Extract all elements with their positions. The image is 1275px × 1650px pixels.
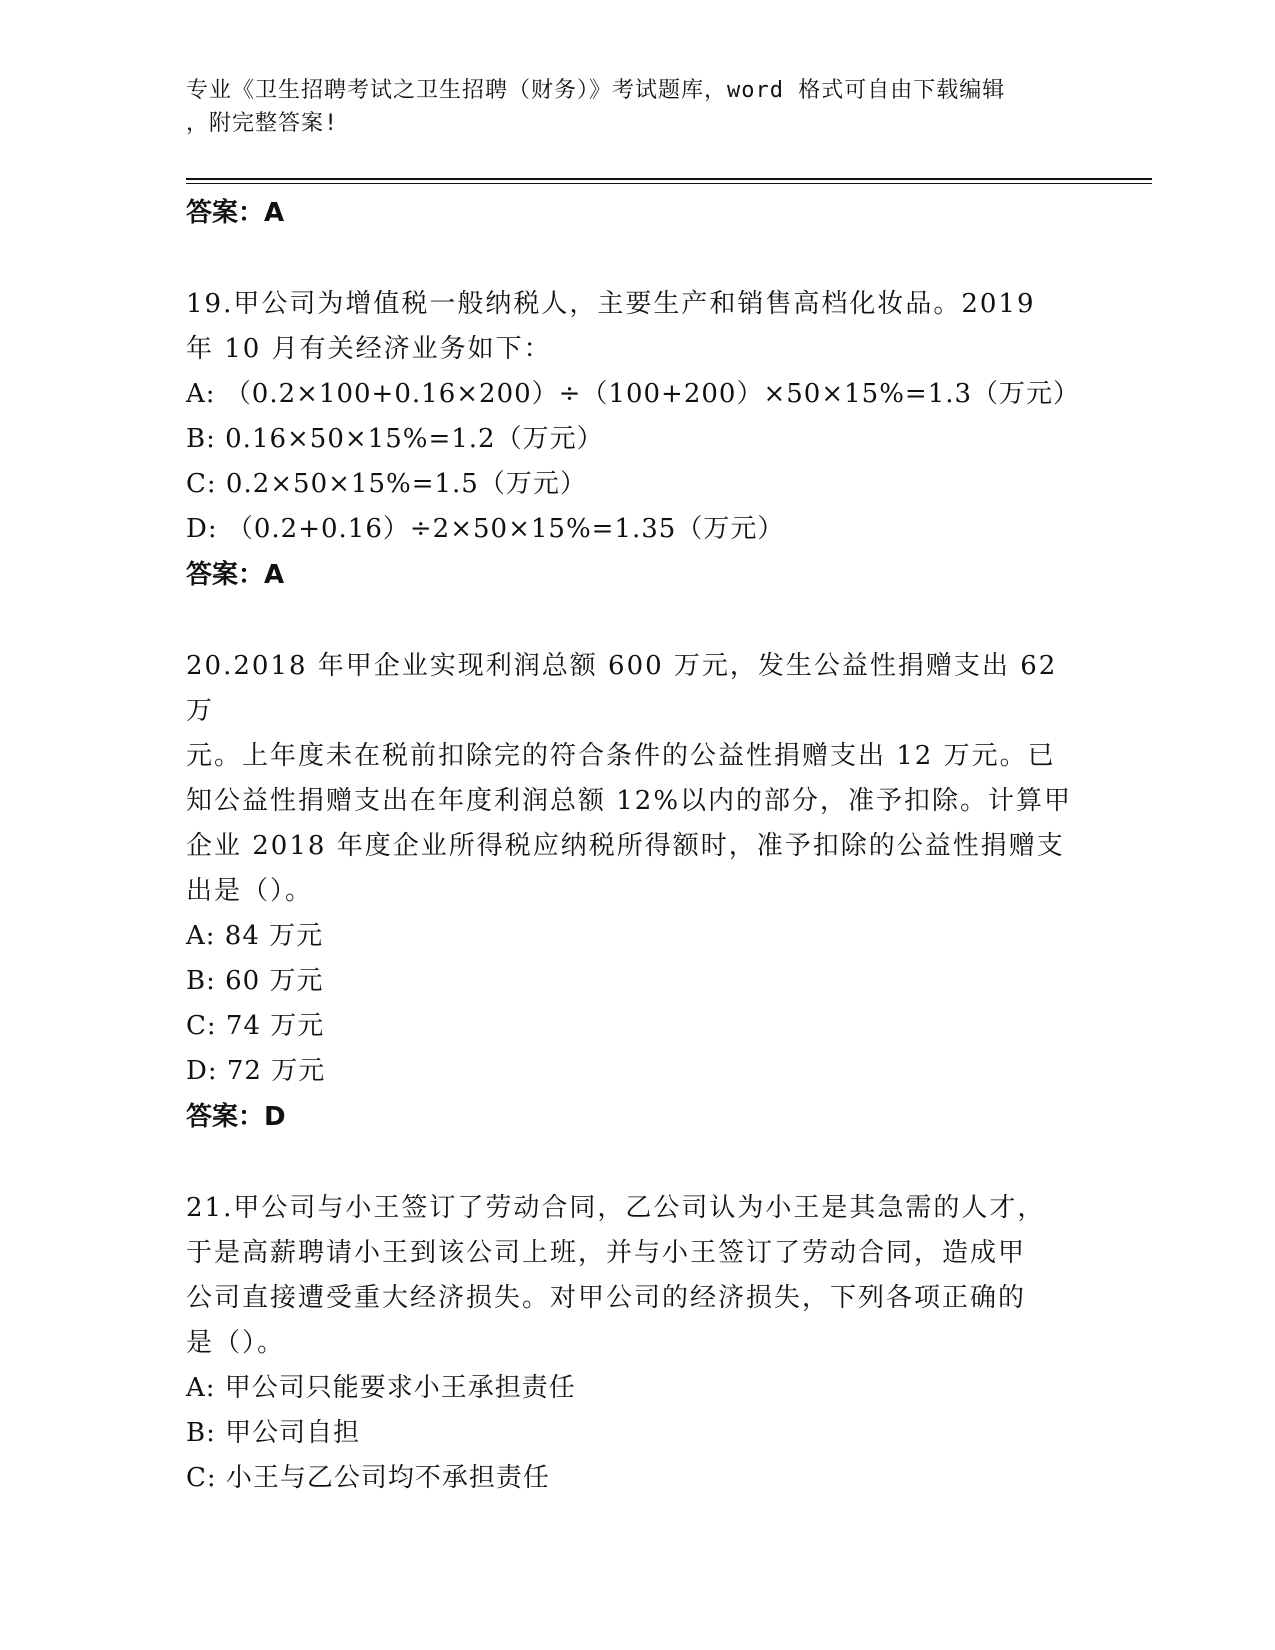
header-line-1: 专业《卫生招聘考试之卫生招聘（财务）》考试题库，word 格式可自由下载编辑: [186, 78, 1006, 103]
question-19: [186, 282, 1086, 598]
question-21-line-2: 于是高薪聘请小王到该公司上班，并与小王签订了劳动合同，造成甲: [186, 1238, 1027, 1268]
question-20-option-b: B: 60 万元: [186, 966, 324, 996]
question-21-option-b: B: 甲公司自担: [186, 1418, 361, 1448]
question-20-option-a: A: 84 万元: [186, 921, 324, 951]
question-20-line-1: 20.2018 年甲企业实现利润总额 600 万元，发生公益性捐赠支出 62 万: [186, 651, 1058, 726]
header-rule-thick: [186, 178, 1152, 180]
header-rule-thin: [186, 183, 1152, 184]
header-line-2: ，附完整答案!: [186, 111, 339, 136]
question-21: [186, 1186, 1086, 1501]
question-20-line-5: 出是（）。: [186, 876, 314, 906]
question-20-line-3: 知公益性捐赠支出在年度利润总额 12%以内的部分，准予扣除。计算甲: [186, 786, 1073, 816]
answer-label: 答案：: [186, 1102, 265, 1132]
question-20-option-c: C: 74 万元: [186, 1011, 325, 1041]
question-21-option-a: A: 甲公司只能要求小王承担责任: [186, 1373, 576, 1403]
question-19-option-a: A: （0.2×100+0.16×200）÷（100+200）×50×15%=1.3（万元）: [186, 379, 1081, 409]
answer-value: A: [264, 560, 285, 590]
answer-label: 答案：: [186, 198, 265, 228]
answer-value: D: [264, 1102, 286, 1132]
answer-label: 答案：: [186, 560, 265, 590]
question-20-line-4: 企业 2018 年度企业所得税应纳税所得额时，准予扣除的公益性捐赠支: [186, 831, 1065, 861]
answer-line-prev: [186, 190, 1086, 236]
spacer: [186, 236, 1086, 282]
question-20-line-2: 元。上年度未在税前扣除完的符合条件的公益性捐赠支出 12 万元。已: [186, 741, 1056, 771]
question-21-option-c: C: 小王与乙公司均不承担责任: [186, 1463, 550, 1493]
question-21-line-1: 21.甲公司与小王签订了劳动合同，乙公司认为小王是其急需的人才，: [186, 1193, 1046, 1223]
question-21-line-4: 是（）。: [186, 1328, 286, 1358]
spacer: [186, 1140, 1086, 1186]
document-header: [186, 74, 1086, 140]
question-19-option-b: B: 0.16×50×15%=1.2（万元）: [186, 424, 604, 454]
answer-value: A: [264, 198, 285, 228]
question-19-line-2: 年 10 月有关经济业务如下：: [186, 334, 552, 364]
question-20-answer: [186, 1094, 1086, 1140]
question-19-option-d: D: （0.2+0.16）÷2×50×15%=1.35（万元）: [186, 514, 785, 544]
question-20-option-d: D: 72 万元: [186, 1056, 326, 1086]
document-body: [186, 190, 1086, 1501]
question-19-answer: [186, 552, 1086, 598]
question-19-option-c: C: 0.2×50×15%=1.5（万元）: [186, 469, 587, 499]
spacer: [186, 598, 1086, 644]
question-20: [186, 644, 1086, 1140]
question-19-line-1: 19.甲公司为增值税一般纳税人，主要生产和销售高档化妆品。2019: [186, 289, 1036, 319]
question-21-line-3: 公司直接遭受重大经济损失。对甲公司的经济损失，下列各项正确的: [186, 1283, 1027, 1313]
